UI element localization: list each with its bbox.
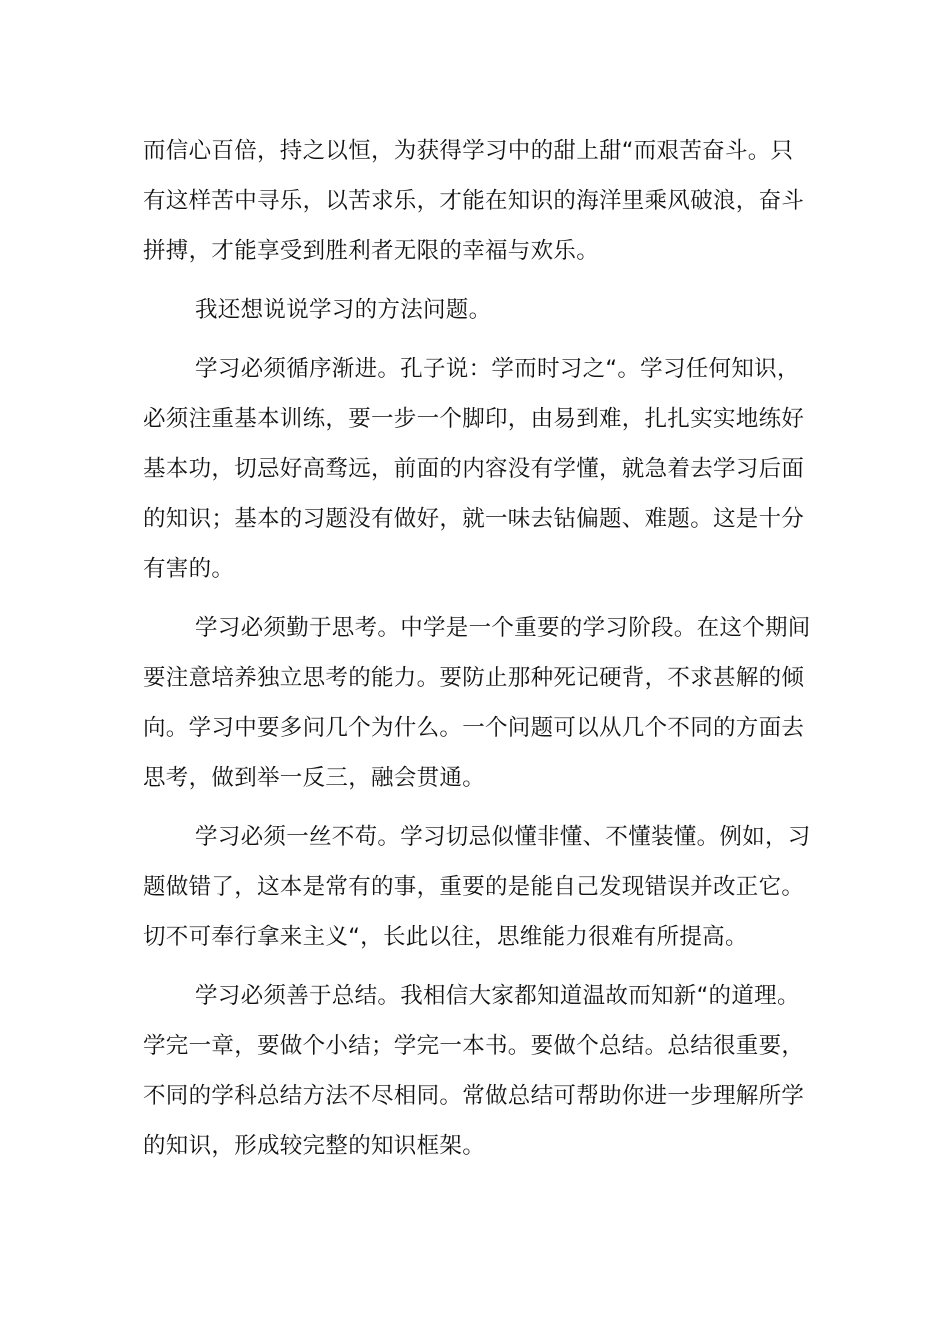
- paragraph-6-line-2: 学完一章，要做个小结；学完一本书。要做个总结。总结很重要，: [143, 1033, 805, 1059]
- paragraph-1-line-3: 拼搏，才能享受到胜利者无限的幸福与欢乐。: [143, 238, 600, 264]
- paragraph-3-line-5: 有害的。: [143, 556, 235, 582]
- paragraph-5-line-2: 题做错了，这本是常有的事，重要的是能自己发现错误并改正它。: [143, 874, 805, 900]
- paragraph-4-line-4: 思考，做到举一反三，融会贯通。: [143, 765, 486, 791]
- paragraph-4-line-2: 要注意培养独立思考的能力。要防止那种死记硬背，不求甚解的倾: [143, 665, 805, 691]
- paragraph-6-line-1: 学习必须善于总结。我相信大家都知道温故而知新“的道理。: [195, 983, 800, 1009]
- paragraph-3-line-4: 的知识；基本的习题没有做好，就一味去钻偏题、难题。这是十分: [143, 506, 805, 532]
- paragraph-3-line-2: 必须注重基本训练，要一步一个脚印，由易到难，扎扎实实地练好: [143, 406, 805, 432]
- paragraph-6-line-3: 不同的学科总结方法不尽相同。常做总结可帮助你进一步理解所学: [143, 1083, 805, 1109]
- paragraph-3-line-1: 学习必须循序渐进。孔子说：学而时习之“。学习任何知识，: [195, 356, 800, 382]
- paragraph-1-line-1: 而信心百倍，持之以恒，为获得学习中的甜上甜“而艰苦奋斗。只: [143, 138, 794, 164]
- paragraph-4-line-3: 向。学习中要多问几个为什么。一个问题可以从几个不同的方面去: [143, 715, 805, 741]
- paragraph-5-line-1: 学习必须一丝不苟。学习切忌似懂非懂、不懂装懂。例如，习: [195, 824, 811, 850]
- paragraph-2-line-1: 我还想说说学习的方法问题。: [195, 297, 492, 323]
- paragraph-4-line-1: 学习必须勤于思考。中学是一个重要的学习阶段。在这个期间: [195, 615, 811, 641]
- paragraph-5-line-3: 切不可奉行拿来主义“，长此以往，思维能力很难有所提高。: [143, 924, 748, 950]
- paragraph-6-line-4: 的知识，形成较完整的知识框架。: [143, 1133, 486, 1159]
- paragraph-1-line-2: 有这样苦中寻乐，以苦求乐，才能在知识的海洋里乘风破浪，奋斗: [143, 188, 805, 214]
- paragraph-3-line-3: 基本功，切忌好高骛远，前面的内容没有学懂，就急着去学习后面: [143, 456, 805, 482]
